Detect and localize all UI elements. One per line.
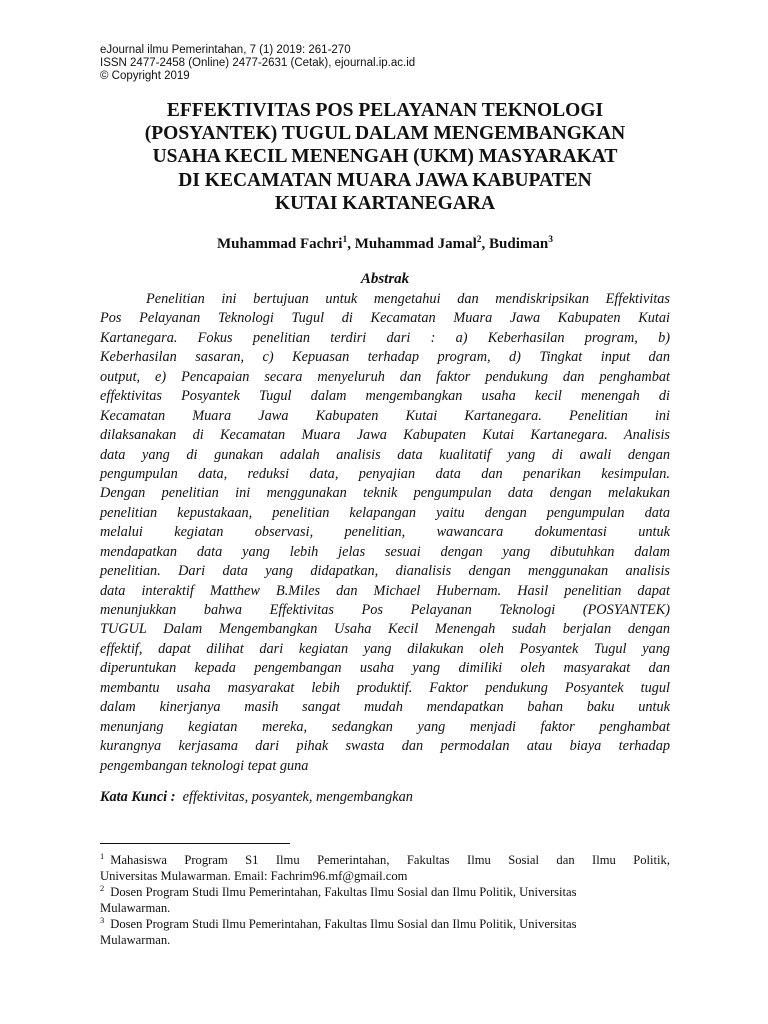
abstract-line: penelitian kepustakaan, penelitian kelapangan yaitu dengan pengumpulan data (100, 504, 670, 521)
abstract-line: data interaktif Matthew B.Miles dan Michael Hubernam. Hasil penelitian dapat (100, 582, 670, 599)
abstract-line: output, e) Pencapaian secara menyeluruh dan faktor pendukung dan penghambat (100, 368, 670, 385)
abstract-body (100, 290, 670, 776)
abstract-line: menunjukkan bahwa Effektivitas Pos Pelayanan Teknologi (POSYANTEK) (100, 602, 670, 618)
abstract-heading: Abstrak (360, 271, 410, 287)
abstract-line: membantu usaha masyarakat lebih produktif. Faktor pendukung Posyantek tugul (100, 679, 670, 696)
title-line: KUTAI KARTANEGARA (274, 192, 496, 214)
journal-issn: ISSN 2477-2458 (Online) 2477-2631 (Cetak), ejournal.ip.ac.id (100, 57, 416, 69)
author-affiliation-mark: 3 (548, 235, 553, 245)
abstract-line: pengembangan teknologi tepat guna (100, 757, 309, 774)
title-line: USAHA KECIL MENENGAH (UKM) MASYARAKAT (152, 146, 618, 168)
abstract-line: data yang di gunakan adalah analisis data kualitatif yang di awali dengan (100, 446, 670, 463)
abstract-line: mendapatkan data yang lebih jelas sesuai dengan yang dibutuhkan dalam (100, 543, 670, 560)
footnote-mark: 2 (100, 883, 105, 893)
footnote-line: Universitas Mulawarman. Email: Fachrim96.mf@gmail.com (100, 869, 408, 883)
author-list (100, 235, 670, 253)
footnote-mark: 3 (100, 915, 105, 925)
abstract-line: dilaksanakan di Kecamatan Muara Jawa Kabupaten Kutai Kartanegara. Analisis (100, 427, 670, 444)
abstract-line: menunjang kegiatan mereka, sedangkan yang menjadi faktor penghambat (100, 718, 670, 735)
footnote-1 (100, 852, 670, 884)
abstract-line: dalam kinerjanya masih sangat mudah mendapatkan bahan baku untuk (100, 699, 670, 716)
author-affiliation-mark: 2 (476, 235, 482, 245)
abstract-line: penelitian. Dari data yang didapatkan, dianalisis dengan menggunakan analisis (100, 563, 670, 580)
footnote-line (100, 916, 670, 932)
abstract-line: melalui kegiatan observasi, penelitian, wawancara dokumentasi untuk (100, 524, 670, 541)
footnote-text: Dosen Program Studi Ilmu Pemerintahan, Fakultas Ilmu Sosial dan Ilmu Politik, Universitas (110, 917, 577, 931)
author-separator: , (347, 236, 355, 252)
title-line: EFFEKTIVITAS POS PELAYANAN TEKNOLOGI (166, 100, 604, 121)
keywords-text: effektivitas, posyantek, mengembangkan (182, 789, 413, 805)
author-name: Muhammad Jamal (354, 236, 477, 252)
abstract-line: effektif, dapat dilihat dari kegiatan yang dilakukan oleh Posyantek Tugul yang (100, 640, 670, 657)
journal-citation: eJournal ilmu Pemerintahan, 7 (1) 2019: 261-270 (100, 44, 351, 56)
author-name: Muhammad Fachri (217, 236, 343, 252)
footnote-divider (100, 843, 290, 844)
footnote-line (100, 884, 670, 900)
journal-copyright: © Copyright 2019 (100, 70, 190, 82)
journal-header (100, 44, 415, 83)
keywords-label: Kata Kunci : (100, 789, 176, 805)
abstract-line: kurangnya kerjasama dari pihak swasta dan permodalan atau biaya terhadap (100, 738, 670, 755)
abstract-line: Kartanegara. Fokus penelitian terdiri dari : a) Keberhasilan program, b) (100, 329, 670, 346)
footnote-text: Mahasiswa Program S1 Ilmu Pemerintahan, Fakultas Ilmu Sosial dan Ilmu Politik, (110, 853, 670, 867)
footnote-mark: 1 (100, 851, 105, 861)
abstract-line: Penelitian ini bertujuan untuk mengetahui dan mendiskripsikan Effektivitas (146, 291, 670, 307)
abstract-line: effektivitas Posyantek Tugul dalam mengembangkan usaha kecil menengah di (100, 388, 670, 405)
abstract-line: Dengan penelitian ini menggunakan teknik pengumpulan data dengan melakukan (100, 485, 670, 502)
author-separator: , (481, 236, 490, 252)
footnote-line (100, 852, 670, 868)
abstract-line: pengumpulan data, reduksi data, penyajian data dan penarikan kesimpulan. (100, 465, 670, 482)
abstract-line: Kecamatan Muara Jawa Kabupaten Kutai Kartanegara. Penelitian ini (100, 407, 670, 424)
abstract-line: Pos Pelayanan Teknologi Tugul di Kecamatan Muara Jawa Kabupaten Kutai (100, 310, 670, 327)
abstract-line: Keberhasilan sasaran, c) Kepuasan terhadap program, d) Tingkat input dan (100, 349, 670, 366)
footnote-text: Dosen Program Studi Ilmu Pemerintahan, Fakultas Ilmu Sosial dan Ilmu Politik, Universitas (110, 885, 577, 899)
abstract-line: diperuntukan kepada pengembangan usaha yang dimiliki oleh masyarakat dan (100, 660, 670, 677)
abstract-line: TUGUL Dalam Mengembangkan Usaha Kecil Menengah sudah berjalan dengan (100, 621, 670, 638)
footnote-line: Mulawarman. (100, 901, 171, 915)
title-line: DI KECAMATAN MUARA JAWA KABUPATEN (178, 169, 592, 191)
title-line: (POSYANTEK) TUGUL DALAM MENGEMBANGKAN (144, 123, 626, 145)
footnote-line: Mulawarman. (100, 933, 171, 947)
footnotes (100, 852, 670, 948)
author-affiliation-mark: 1 (342, 235, 348, 245)
footnote-2 (100, 884, 670, 916)
keywords (100, 788, 670, 807)
paper-title (100, 99, 670, 215)
author-name: Budiman (489, 236, 549, 252)
footnote-3 (100, 916, 670, 948)
